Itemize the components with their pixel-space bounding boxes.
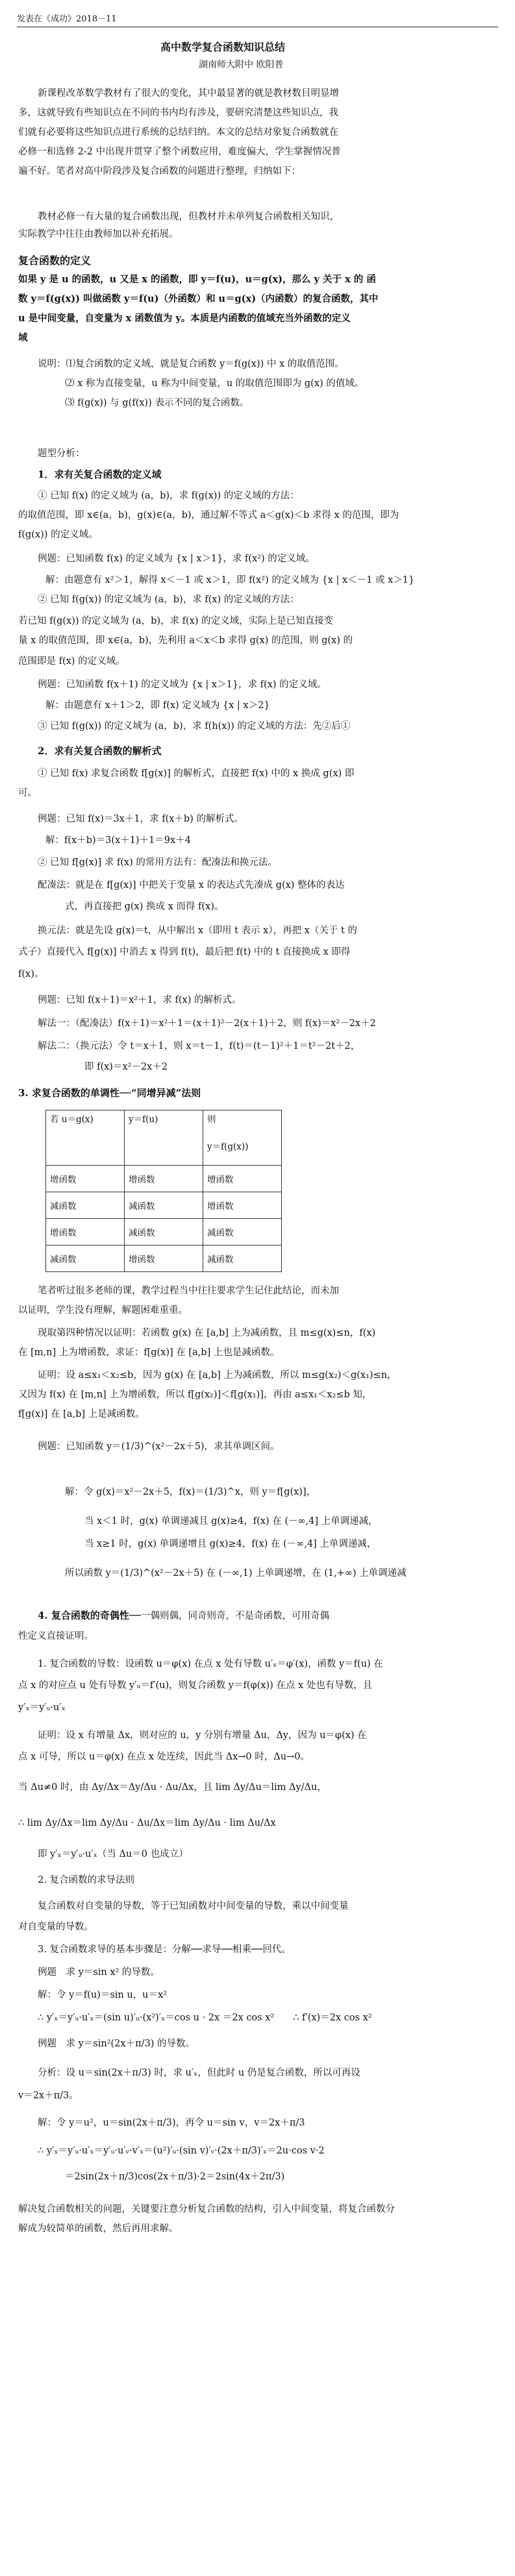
table-header-cell: 若 u＝g(x) (46, 1110, 125, 1166)
intro-line: 必修一和选修 2-2 中出现并贯穿了整个函数应用，难度偏大，学生掌握情况普 (18, 147, 341, 157)
section-3-line: 现取第四种情况以证明：若函数 g(x) 在 [a,b] 上为减函数，且 m≤g(x)≤n，f(x) (38, 1328, 376, 1338)
author-line: 湖南师大附中 欧阳普 (199, 60, 284, 70)
section-4-solution: 解：令 y＝u²，u＝sin(2x＋π/3)，再令 u＝sin v，v＝2x＋π/3 (38, 2118, 305, 2128)
section-2-line: 式，再直接把 g(x) 换成 x 而得 f(x)。 (65, 902, 224, 912)
section-2-solution: 解：f(x＋b)＝3(x＋1)＋1＝9x＋4 (45, 835, 191, 846)
section-1-line: 量 x 的取值范围，即 x∈(a，b)，先利用 a＜x＜b 求得 g(x) 的范围，则 g(x) 的 (18, 635, 353, 646)
section-2-solution: 解法二：（换元法）令 t＝x＋1，则 x＝t－1，f(t)＝(t－1)²＋1＝t²－2t＋2， (38, 1041, 360, 1051)
section-2-solution: 即 f(x)＝x²－2x＋2 (84, 1062, 168, 1072)
section-4-heading (38, 1610, 329, 1622)
section-1-title: 1．求有关复合函数的定义域 (38, 469, 162, 480)
section-3-example: 例题：已知函数 y＝(1/3)^(x²－2x＋5)，求其单调区间。 (38, 1441, 280, 1452)
section-1-line: 若已知 f(g(x)) 的定义域为 (a，b)，求 f(x) 的定义域，实际上是已知直接变 (18, 616, 334, 626)
textbook-note: 教材必修一有大量的复合函数出现，但教材并未单列复合函数相关知识， (38, 212, 339, 222)
textbook-note: 实际教学中往往由教师加以补充拓展。 (18, 229, 179, 239)
note-line: ⑵ x 称为直接变量，u 称为中间变量，u 的取值范围即为 g(x) 的值域。 (65, 378, 364, 389)
section-3-proof: f[g(x)] 在 [a,b] 上是减函数。 (18, 1409, 145, 1419)
definition-line: 如果 y 是 u 的函数，u 又是 x 的函数，即 y＝f(u)，u＝g(x)，那么 y 关于 x 的 函 (18, 274, 376, 285)
table-cell: 增函数 (203, 1192, 282, 1219)
section-4-solution: ＝2sin(2x＋π/3)cos(2x＋π/3)·2＝2sin(4x＋2π/3) (65, 2172, 285, 2182)
definition-line: 数 y＝f(g(x)) 叫做函数 y＝f(u)（外函数）和 u＝g(x)（内函数）的复合函数，其中 (18, 293, 379, 304)
page-header: 发表在《成功》2018－11 (17, 12, 498, 27)
section-2-line: 配凑法：就是在 f[g(x)] 中把关于变量 x 的表达式先凑成 g(x) 整体的表达 (38, 880, 345, 890)
intro-line: 遍不好。笔者对高中阶段涉及复合函数的问题进行整理，归纳如下： (18, 166, 301, 177)
section-2-example: 例题：已知 f(x＋1)＝x²＋1，求 f(x) 的解析式。 (38, 995, 242, 1005)
section-2-example: 例题：已知 f(x)＝3x＋1，求 f(x＋b) 的解析式。 (38, 814, 244, 824)
section-1-example: 例题：已知函数 f(x＋1) 的定义域为 {x | x＞1}，求 f(x) 的定义域。 (38, 680, 327, 690)
table-header-cell: y＝f(u) (125, 1110, 203, 1166)
section-2-title: 2．求有关复合函数的解析式 (38, 745, 162, 757)
section-4-title: 4. 复合函数的奇偶性── (38, 1610, 141, 1621)
intro-line: 们就有必要将这些知识点进行系统的总结归纳。本文的总结对象复合函数就在 (18, 127, 338, 138)
section-4-line: 3. 复合函数求导的基本步骤是：分解──求导──相乘──回代。 (38, 1944, 291, 1955)
section-4-example: 例题 求 y＝sin²(2x＋π/3) 的导数。 (38, 2039, 195, 2049)
section-4-line: 1. 复合函数的导数：设函数 u＝φ(x) 在点 x 处有导数 u′ₓ＝φ′(x)，函数 y＝f(u) 在 (38, 1659, 383, 1669)
table-cell: 减函数 (125, 1219, 203, 1245)
table-cell: 减函数 (46, 1192, 125, 1219)
table-header-text: 则 (207, 1114, 216, 1125)
table-row (46, 1166, 282, 1192)
table-row (46, 1192, 282, 1219)
section-3-line: 笔者听过很多老师的课，教学过程当中往往要求学生记住此结论，而未加 (38, 1286, 339, 1296)
section-4-example: 例题 求 y＝sin x² 的导数。 (38, 1967, 160, 1978)
section-1-line: ② 已知 f(g(x)) 的定义域为 (a，b)，求 f(x) 的定义域的方法： (38, 595, 299, 605)
section-4-line: 2. 复合函数的求导法则 (38, 1875, 134, 1885)
section-4-proof: 当 Δu≠0 时，由 Δy/Δx＝Δy/Δu · Δu/Δx，且 lim Δy/Δu＝lim Δy/Δu， (18, 1782, 327, 1793)
section-1-solution: 解：由题意有 x＋1＞2，即 f(x) 定义域为 {x | x＞2} (45, 700, 270, 711)
section-4-proof: ∴ lim Δy/Δx＝lim Δy/Δu · Δu/Δx＝lim Δy/Δu · lim Δu/Δx (18, 1818, 276, 1828)
section-2-line: f(x)。 (18, 969, 44, 979)
section-4-analysis: 分析：设 u＝sin(2x＋π/3) 时，求 u′ₓ，但此时 u 仍是复合函数，所以可再设 (38, 2068, 360, 2078)
note-line: ⑶ f(g(x)) 与 g(f(x)) 表示不同的复合函数。 (65, 398, 249, 408)
section-2-solution: 解法一：（配凑法）f(x＋1)＝x²＋1＝(x＋1)²－2(x＋1)＋2，则 f(x)＝x²－2x＋2 (38, 1018, 376, 1029)
table-cell: 增函数 (46, 1166, 125, 1192)
section-1-solution: 解：由题意有 x²＞1，解得 x＜－1 或 x＞1，即 f(x²) 的定义域为 {x | x＜－1 或 x＞1} (45, 575, 415, 585)
table-cell: 增函数 (125, 1166, 203, 1192)
section-4-solution: ∴ y′ₓ＝y′ᵤ·u′ₓ＝y′ᵤ·u′ᵥ·v′ₓ＝(u²)′ᵤ·(sin v)′ᵥ·(2x＋π/3)′ₓ＝2u·cos v·2 (38, 2146, 325, 2156)
section-1-line: f(g(x)) 的定义域。 (18, 530, 98, 540)
intro-line: 多，这就导致有些知识点在不同的书内均有涉及，要研究清楚这些知识点，我 (18, 108, 338, 118)
section-4-solution: ∴ y′ₓ＝y′ᵤ·u′ₓ＝(sin u)′ᵤ·(x²)′ₓ＝cos u · 2x ＝2x cos x² ∴ f′(x)＝2x cos x² (38, 2013, 372, 2023)
section-3-line: 在 [m,n] 上为增函数，求证：f[g(x)] 在 [a,b] 上也是减函数。 (18, 1347, 280, 1358)
table-cell: 减函数 (203, 1219, 282, 1245)
table-header-row (46, 1110, 282, 1166)
section-1-line: ① 已知 f(x) 的定义域为 (a，b)，求 f(g(x)) 的定义域的方法： (38, 491, 299, 501)
section-3-solution: 当 x＜1 时，g(x) 单调递减且 g(x)≥4，f(x) 在 (－∞,4] 上单调递减， (84, 1516, 378, 1527)
section-2-line: ① 已知 f(x) 求复合函数 f[g(x)] 的解析式，直接把 f(x) 中的 x 换成 g(x) 即 (38, 768, 355, 779)
section-3-solution: 所以函数 y＝(1/3)^(x²－2x＋5) 在 (－∞,1) 上单调递增，在 (1,+∞) 上单调递减 (65, 1568, 407, 1578)
section-4-proof: 证明：设 x 有增量 Δx，则对应的 u，y 分别有增量 Δu，Δy，因为 u＝φ(x) 在 (38, 1730, 367, 1741)
section-3-proof: 证明：设 a≤x₁＜x₂≤b，因为 g(x) 在 [a,b] 上为减函数，所以 m≤g(x₂)＜g(x₁)≤n， (38, 1370, 397, 1380)
table-header-text: y＝f(g(x)) (207, 1142, 249, 1152)
section-3-line: 以证明，学生没有理解，解题困难重重。 (18, 1305, 188, 1316)
section-3-solution: 当 x≥1 时，g(x) 单调递增且 g(x)≥4，f(x) 在 (－∞,4] 上单调递减， (84, 1539, 377, 1549)
section-4-line: 点 x 的对应点 u 处有导数 y′ᵤ＝f′(u)，则复合函数 y＝f(φ(x)) 在点 x 处也有导数，且 (18, 1680, 373, 1691)
conclusion-line: 解成为较简单的函数，然后再用求解。 (18, 2224, 179, 2234)
section-4-proof: 点 x 可导，所以 u＝φ(x) 在点 x 处连续，因此当 Δx→0 时，Δu→0。 (18, 1752, 310, 1762)
section-3-proof: 又因为 f(x) 在 [m,n] 上为增函数，所以 f[g(x₂)]＜f[g(x₁)]，再由 a≤x₁＜x₂≤b 知， (18, 1390, 372, 1400)
analysis-label: 题型分析： (38, 448, 85, 459)
section-3-title: 3. 求复合函数的单调性──“同增异减”法则 (18, 1087, 201, 1099)
conclusion-line: 解决复合函数相关的问题，关键要注意分析复合函数的结构，引入中间变量，将复合函数分 (18, 2204, 395, 2214)
section-4-analysis: v＝2x＋π/3。 (18, 2091, 79, 2101)
section-4-solution: 解：令 y＝f(u)＝sin u，u＝x² (38, 1990, 168, 2000)
section-2-line: 式子）直接代入 f[g(x)] 中消去 x 得到 f(t)，最后把 f(t) 中的 t 直接换成 x 即得 (18, 947, 351, 957)
table-header-cell (203, 1110, 282, 1166)
definition-heading: 复合函数的定义 (18, 254, 92, 267)
table-cell: 增函数 (125, 1245, 203, 1272)
table-cell: 增函数 (203, 1166, 282, 1192)
section-1-example: 例题：已知函数 f(x) 的定义域为 {x | x＞1}，求 f(x²) 的定义域。 (38, 554, 315, 564)
table-cell: 减函数 (203, 1245, 282, 1272)
definition-line: 域 (18, 332, 28, 343)
section-1-line: 范围即是 f(x) 的定义域。 (18, 656, 125, 667)
note-line: 说明：⑴复合函数的定义域，就是复合函数 y＝f(g(x)) 中 x 的取值范围。 (38, 359, 344, 369)
table-cell: 增函数 (46, 1219, 125, 1245)
section-4-line: 性定义直接证明。 (18, 1631, 94, 1641)
intro-line: 新课程改革数学教材有了很大的变化，其中最显著的就是教材数目明显增 (38, 88, 339, 99)
table-cell: 减函数 (46, 1245, 125, 1272)
table-row (46, 1219, 282, 1245)
section-4-title-tail: 一偶则偶，同奇则奇，不是奇函数，可用奇偶 (140, 1611, 329, 1621)
section-4-proof: 即 y′ₓ＝y′ᵤ·u′ₓ（当 Δu＝0 也成立） (38, 1849, 188, 1859)
section-2-line: 换元法：就是先设 g(x)＝t，从中解出 x（即用 t 表示 x），再把 x（关于 t 的 (38, 926, 357, 936)
section-1-line: 的取值范围，即 x∈(a，b)，g(x)∈(a，b)，通过解不等式 a＜g(x)＜b 求得 x 的范围，即为 (18, 510, 399, 521)
section-2-line: ② 已知 f[g(x)] 求 f(x) 的常用方法有：配凑法和换元法。 (38, 857, 277, 868)
table-cell: 减函数 (125, 1192, 203, 1219)
section-4-line: y′ₓ＝y′ᵤ·u′ₓ (18, 1702, 66, 1713)
document-title: 高中数学复合函数知识总结 (160, 41, 286, 53)
section-4-line: 对自变量的导数。 (18, 1922, 94, 1932)
section-1-line: ③ 已知 f(g(x)) 的定义域为 (a，b)，求 f(h(x)) 的定义域的方法：先②后① (38, 721, 351, 731)
section-4-line: 复合函数对自变量的导数，等于已知函数对中间变量的导数，乘以中间变量 (38, 1901, 349, 1911)
section-3-solution: 解：令 g(x)＝x²－2x＋5，f(x)＝(1/3)^x，则 y＝f[g(x)]， (65, 1487, 316, 1497)
definition-line: u 是中间变量，自变量为 x 函数值为 y。本质是内函数的值域充当外函数的定义 (18, 313, 351, 324)
table-row (46, 1245, 282, 1272)
monotonicity-table (45, 1110, 282, 1272)
section-2-line: 可。 (18, 788, 37, 798)
